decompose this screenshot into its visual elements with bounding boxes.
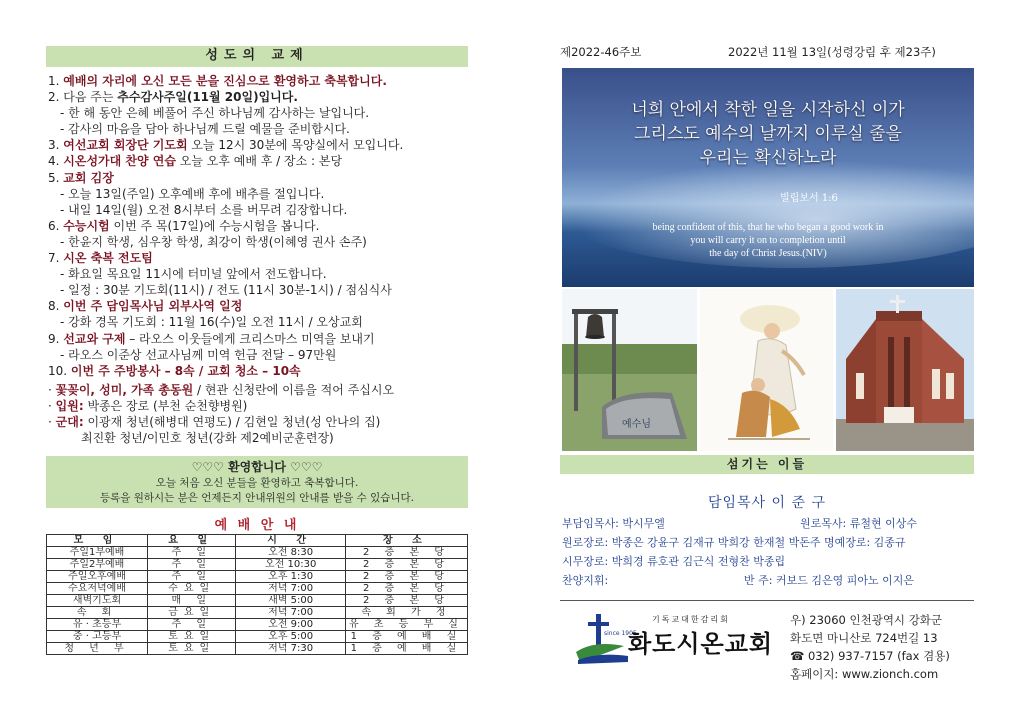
table-cell: 속 회 가 정 xyxy=(345,607,467,619)
announcement-7-sub-1: - 화요일 목요일 11시에 터미널 앞에서 전도합니다. xyxy=(60,267,327,282)
announcement-2: 2. 다음 주는 추수감사주일(11월 20일)입니다. xyxy=(48,90,298,105)
verse-en-line-3: the day of Christ Jesus.(NIV) xyxy=(709,248,827,259)
schedule-title: 예 배 안 내 xyxy=(214,518,300,533)
table-cell: 2 층 본 당 xyxy=(345,595,467,607)
announcement-2-sub-1: - 한 해 동안 은혜 베풀어 주신 하나님께 감사하는 날입니다. xyxy=(60,106,370,121)
table-cell: 주 일 xyxy=(148,571,236,583)
verse-ko-line-1: 너희 안에서 착한 일을 시작하신 이가 xyxy=(631,100,905,120)
postal-address: 우) 23060 인천광역시 강화군 xyxy=(790,613,943,627)
worship-schedule-table xyxy=(46,534,468,655)
church-building-image xyxy=(836,289,974,451)
verse-reference: 빌립보서 1:6 xyxy=(780,193,838,204)
verse-korean xyxy=(562,98,974,170)
table-cell: 저녁 7:00 xyxy=(236,583,345,595)
table-cell: 토요일 xyxy=(148,631,236,643)
col-day: 요 일 xyxy=(148,535,236,547)
church-contact xyxy=(790,611,950,683)
senior-pastor: 담임목사 이 준 구 xyxy=(707,495,827,511)
memorial-stone-text: 예수님 xyxy=(622,419,651,430)
verse-ko-line-2: 그리스도 예수의 날까지 이루실 줄을 xyxy=(634,124,902,144)
table-cell: 오전 9:00 xyxy=(236,619,345,631)
issue-number: 제2022-46주보 xyxy=(560,45,642,59)
table-cell: 주일오후예배 xyxy=(47,571,148,583)
table-cell: 금요일 xyxy=(148,607,236,619)
servants-title: 섬기는 이들 xyxy=(726,457,808,471)
announcement-3: 3. 여선교회 회장단 기도회 오늘 12시 30분에 목양실에서 모입니다. xyxy=(48,138,404,153)
table-row xyxy=(47,571,468,583)
table-cell: 2 층 본 당 xyxy=(345,583,467,595)
fellowship-title: 성도의 교제 xyxy=(205,48,309,63)
announcement-6: 6. 수능시험 이번 주 목(17일)에 수능시험을 봅니다. xyxy=(48,218,320,233)
church-logo xyxy=(570,608,780,668)
table-cell: 수요일 xyxy=(148,583,236,595)
col-place: 장 소 xyxy=(345,535,467,547)
table-cell: 유 초 등 부 실 xyxy=(345,619,467,631)
bell-photo xyxy=(562,289,697,451)
church-photo xyxy=(836,289,974,451)
col-time: 시 간 xyxy=(236,535,345,547)
table-cell: 오후 1:30 xyxy=(236,571,345,583)
schedule-header-row xyxy=(47,535,468,547)
homepage-link[interactable]: 홈페이지: www.zionch.com xyxy=(790,667,939,681)
table-cell: 속 회 xyxy=(47,607,148,619)
verse-ko-line-3: 우리는 확신하노라 xyxy=(699,148,837,168)
announcement-9: 9. 선교와 구제 – 라오스 이웃들에게 크리스마스 미역을 보내기 xyxy=(48,331,375,346)
table-cell: 2 층 본 당 xyxy=(345,559,467,571)
table-cell: 오전 10:30 xyxy=(236,559,345,571)
table-cell: 수요저녁예배 xyxy=(47,583,148,595)
announcement-8: 8. 이번 주 담임목사님 외부사역 일정 xyxy=(48,299,243,314)
bulletin-date: 2022년 11월 13일(성령강림 후 제23주) xyxy=(728,45,936,59)
announcement-10: 10. 이번 주 주방봉사 – 8속 / 교회 청소 – 10속 xyxy=(48,363,301,378)
table-cell: 토요일 xyxy=(148,643,236,655)
table-row xyxy=(47,547,468,559)
table-cell: 1 층 예 배 실 xyxy=(345,643,467,655)
table-cell: 1 층 예 배 실 xyxy=(345,631,467,643)
col-meeting: 모 임 xyxy=(47,535,148,547)
announcement-6-sub-1: - 한윤지 학생, 심우창 학생, 최강이 학생(이혜영 권사 손주) xyxy=(60,234,367,249)
staff-row-3: 시무장로: 박희경 류호관 김근식 전형찬 박종립 xyxy=(562,555,786,568)
table-cell: 중 · 고등부 xyxy=(47,631,148,643)
denomination: 기독교대한감리회 xyxy=(652,615,730,624)
verse-english xyxy=(562,221,974,260)
bullet-flowers: · 꽃꽂이, 성미, 가족 총동원 / 현관 신청란에 이름을 적어 주십시오 xyxy=(48,382,395,397)
welcome-line-2: 등록을 원하시는 분은 언제든지 안내위원의 안내를 받을 수 있습니다. xyxy=(99,492,415,504)
table-cell: 2 층 본 당 xyxy=(345,547,467,559)
staff-row-2: 원로장로: 박종은 강윤구 김재규 박희강 한재철 박돈주 명예장로: 김종규 xyxy=(562,536,906,549)
announcement-5-sub-1: - 오늘 13일(주일) 오후예배 후에 배추를 절입니다. xyxy=(60,186,325,201)
table-cell: 저녁 7:00 xyxy=(236,607,345,619)
announcement-1: 1. 예배의 자리에 오신 모든 분을 진심으로 환영하고 축복합니다. xyxy=(48,74,387,88)
table-cell: 저녁 7:30 xyxy=(236,643,345,655)
table-cell: 청 년 부 xyxy=(47,643,148,655)
table-cell: 주일1부예배 xyxy=(47,547,148,559)
bullet-military: · 군대: 이광재 청년(해병대 연평도) / 김현일 청년(성 안나의 집) xyxy=(48,414,381,429)
table-cell: 주 일 xyxy=(148,559,236,571)
staff-row-4: 찬양지휘: 반 주: 커보드 김은영 피아노 이지은 xyxy=(562,574,914,587)
jesus-illustration xyxy=(700,289,833,451)
bullet-hospital: · 입원: 박종은 장로 (부천 순천향병원) xyxy=(48,398,248,413)
table-row xyxy=(47,619,468,631)
servants-title-bar xyxy=(560,455,974,474)
table-row xyxy=(47,583,468,595)
staff-row-1: 부담임목사: 박시무엘 원로목사: 류철현 이상수 xyxy=(562,517,917,530)
jesus-healing-image xyxy=(700,289,833,451)
welcome-box xyxy=(46,456,468,508)
bell-tower-image xyxy=(562,289,697,451)
announcement-4: 4. 시온성가대 찬양 연습 오늘 오후 예배 후 / 장소 : 본당 xyxy=(48,154,343,169)
church-name: 화도시온교회 xyxy=(628,630,774,658)
table-cell: 매 일 xyxy=(148,595,236,607)
table-cell: 유 · 초등부 xyxy=(47,619,148,631)
verse-en-line-1: being confident of this, that he who began a good work in xyxy=(652,222,884,233)
table-row xyxy=(47,631,468,643)
fellowship-title-bar xyxy=(46,46,468,67)
announcement-8-sub-1: - 강화 경목 기도회 : 11월 16(수)일 오전 11시 / 오상교회 xyxy=(60,315,363,330)
announcement-7-sub-2: - 일정 : 30분 기도회(11시) / 전도 (11시 30분-1시) / 점심식사 xyxy=(60,283,392,298)
table-cell: 주 일 xyxy=(148,619,236,631)
staff-list xyxy=(562,514,974,590)
since-year: since 1905 xyxy=(604,630,637,637)
street-address: 화도면 마니산로 724번길 13 xyxy=(790,631,938,645)
table-cell: 새벽 5:00 xyxy=(236,595,345,607)
verse-banner xyxy=(562,68,974,287)
announcement-9-sub-1: - 라오스 이준상 선교사님께 미역 헌금 전달 – 97만원 xyxy=(60,347,337,362)
welcome-line-1: 오늘 처음 오신 분들을 환영하고 축복합니다. xyxy=(155,477,359,489)
table-row xyxy=(47,607,468,619)
table-cell: 주일2부예배 xyxy=(47,559,148,571)
table-row xyxy=(47,559,468,571)
cross-logo-icon xyxy=(574,610,630,666)
table-cell: 오후 5:00 xyxy=(236,631,345,643)
announcements xyxy=(48,73,468,446)
announcement-5: 5. 교회 김장 xyxy=(48,170,114,185)
announcement-5-sub-2: - 내일 14일(월) 오전 8시부터 소를 버무려 김장합니다. xyxy=(60,202,348,217)
divider-line xyxy=(560,600,974,601)
announcement-2-sub-2: - 감사의 마음을 담아 하나님께 드릴 예물을 준비합시다. xyxy=(60,122,350,137)
table-row xyxy=(47,643,468,655)
table-cell: 2 층 본 당 xyxy=(345,571,467,583)
table-row xyxy=(47,595,468,607)
bullet-military-cont: 최진환 청년/이민호 청년(강화 제2예비군훈련장) xyxy=(81,431,334,446)
table-cell: 오전 8:30 xyxy=(236,547,345,559)
welcome-title: ♡♡♡ 환영합니다 ♡♡♡ xyxy=(191,460,323,474)
table-cell: 주 일 xyxy=(148,547,236,559)
announcement-7: 7. 시온 축복 전도팀 xyxy=(48,251,153,266)
phone-number: ☎ 032) 937-7157 (fax 겸용) xyxy=(790,649,950,663)
verse-en-line-2: you will carry it on to completion until xyxy=(690,235,846,246)
table-cell: 새벽기도회 xyxy=(47,595,148,607)
